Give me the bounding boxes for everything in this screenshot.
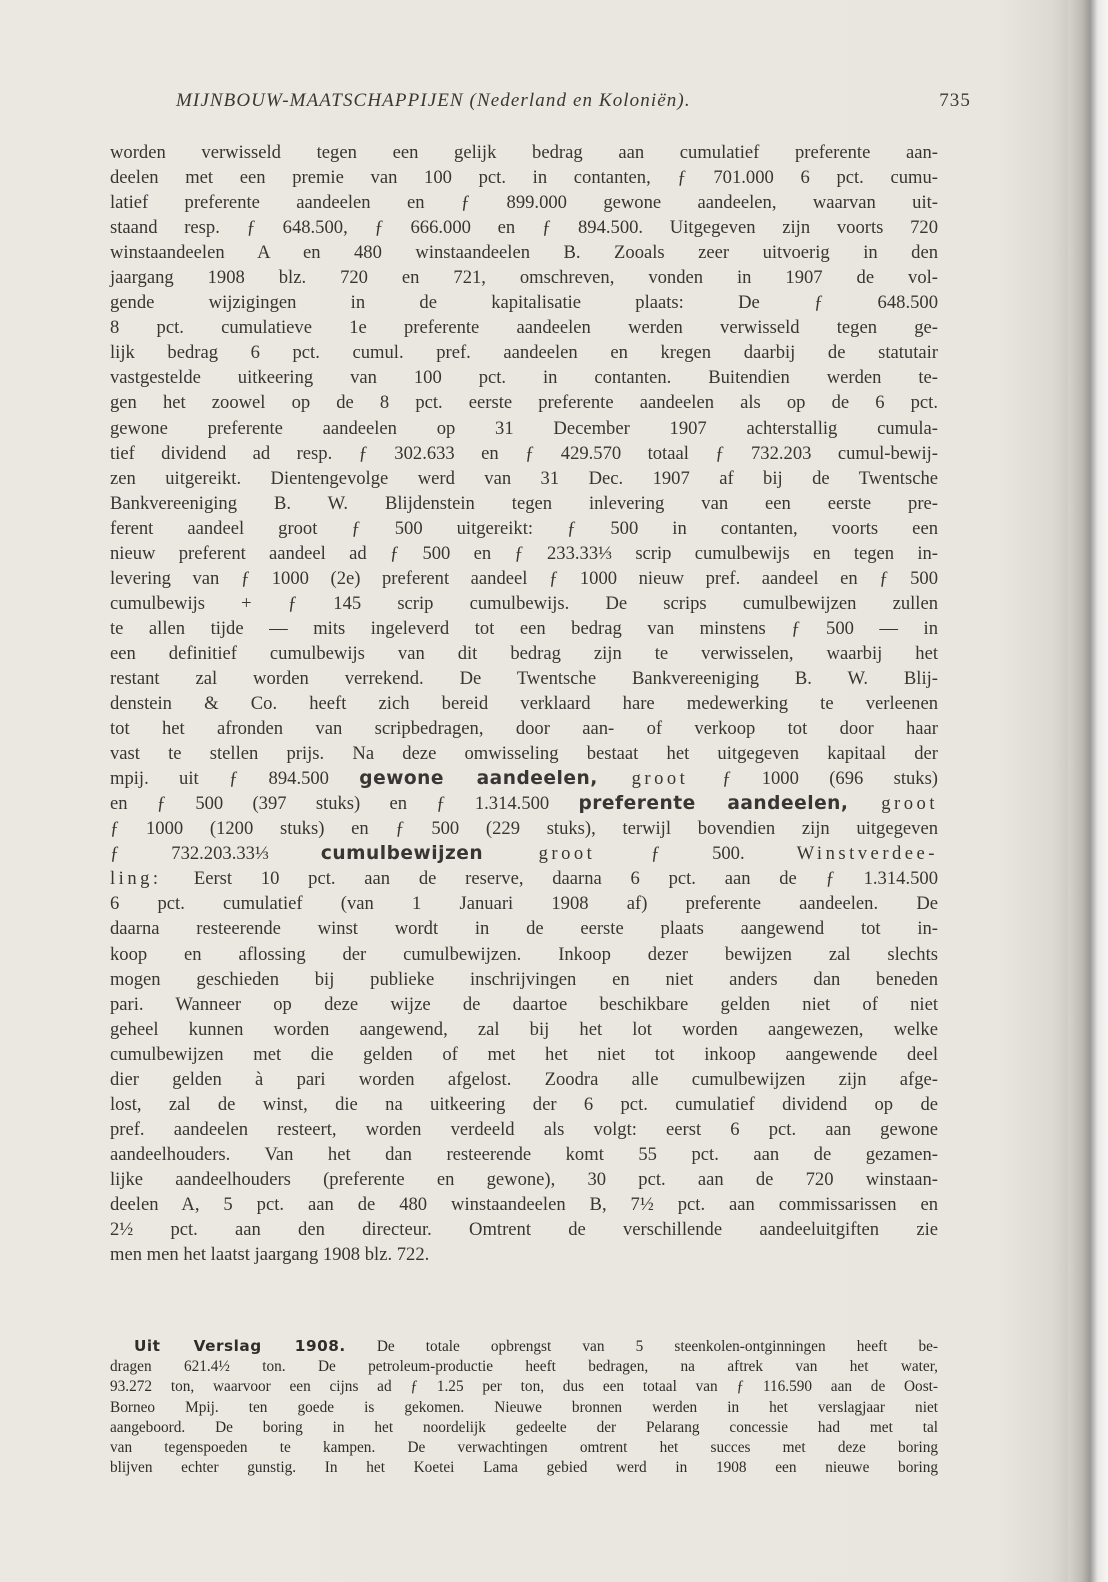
inline-text: De totale opbrengst van 5 steenkolen-ontginningen heeft be- — [345, 1338, 938, 1355]
text-line: lost, zal de winst, die na uitkeering der 6 pct. cumulatief dividend op de — [110, 1093, 938, 1115]
bold-term-gewone-aandeelen: gewone aandeelen, — [359, 768, 598, 790]
text-line: een definitief cumulbewijs van dit bedrag zijn te verwisselen, waarbij het — [110, 642, 938, 664]
footnote-line: 93.272 ton, waarvoor een cijns ad ƒ 1.25 per ton, dus een totaal van ƒ 116.590 aan de Oost- — [110, 1378, 938, 1396]
book-gutter-edge — [1068, 0, 1108, 1582]
text-line: 2½ pct. aan den directeur. Omtrent de verschillende aandeeluitgiften zie — [110, 1219, 938, 1241]
spaced-term-ling: ling: — [110, 868, 194, 890]
inline-text: ƒ 732.203.33⅓ — [110, 843, 321, 865]
text-line: denstein & Co. heeft zich bereid verklaard hare medewerking te verleenen — [110, 693, 938, 715]
text-line: aandeelhouders. Van het dan resteerende komt 55 pct. aan de gezamen- — [110, 1143, 938, 1165]
footnote-line: dragen 621.4½ ton. De petroleum-productie heeft bedragen, na aftrek van het water, — [110, 1358, 938, 1376]
text-line: gewone preferente aandeelen op 31 December 1907 achterstallig cumula- — [110, 417, 938, 439]
text-line: nieuw preferent aandeel ad ƒ 500 en ƒ 233.33⅓ scrip cumulbewijs en tegen in- — [110, 542, 938, 564]
text-line: geheel kunnen worden aangewend, zal bij het lot worden aangewezen, welke — [110, 1018, 938, 1040]
bold-term-cumulbewijzen: cumulbewijzen — [320, 843, 484, 865]
footnote-line: aangeboord. De boring in het noordelijk gedeelte der Pelarang concessie had met tal — [110, 1418, 938, 1436]
text-line: ferent aandeel groot ƒ 500 uitgereikt: ƒ 500 in contanten, voorts een — [110, 517, 938, 539]
text-line: tief dividend ad resp. ƒ 302.633 en ƒ 429.570 totaal ƒ 732.203 cumul-bewij- — [110, 442, 938, 464]
text-line: cumulbewijs + ƒ 145 scrip cumulbewijs. De scrips cumulbewijzen zullen — [110, 592, 938, 614]
text-line: mogen geschieden bij publieke inschrijvingen en niet anders dan beneden — [110, 968, 938, 990]
text-line-winstverdeeling — [110, 866, 938, 891]
text-line: pari. Wanneer op deze wijze de daartoe beschikbare gelden niet of niet — [110, 993, 938, 1015]
text-line: cumulbewijzen met die gelden of met het niet tot inkoop aangewende deel — [110, 1043, 938, 1065]
footnote-verslag — [110, 1336, 938, 1478]
text-line: deelen A, 5 pct. aan de 480 winstaandeelen B, 7½ pct. aan commissarissen en — [110, 1193, 938, 1215]
text-line: jaargang 1908 blz. 720 en 721, omschreven, vonden in 1907 de vol- — [110, 267, 938, 289]
inline-text: ƒ 1000 (696 stuks) — [722, 768, 939, 790]
footnote-heading: Uit Verslag 1908. — [134, 1337, 346, 1355]
text-line: restant zal worden verrekend. De Twentsche Bankvereeniging B. W. Blij- — [110, 667, 938, 689]
running-header — [176, 90, 971, 112]
inline-text: en ƒ 500 (397 stuks) en ƒ 1.314.500 — [110, 793, 579, 815]
text-line: winstaandeelen A en 480 winstaandeelen B. Zooals zeer uitvoerig in den — [110, 242, 938, 264]
body-paragraph — [110, 140, 938, 1267]
footnote-line: van tegenspoeden te kampen. De verwachtingen omtrent het succes met deze boring — [110, 1439, 938, 1457]
text-line: latief preferente aandeelen en ƒ 899.000 gewone aandeelen, waarvan uit- — [110, 192, 938, 214]
text-line-cumulbewijzen — [110, 841, 938, 866]
text-line: deelen met een premie van 100 pct. in contanten, ƒ 701.000 6 pct. cumu- — [110, 167, 938, 189]
text-line: te allen tijde — mits ingeleverd tot een bedrag van minstens ƒ 500 — in — [110, 617, 938, 639]
text-line: men men het laatst jaargang 1908 blz. 722. — [110, 1244, 430, 1266]
text-line: ƒ 1000 (1200 stuks) en ƒ 500 (229 stuks), terwijl bovendien zijn uitgegeven — [110, 818, 938, 840]
inline-text: ƒ 500. — [650, 843, 797, 865]
page-number: 735 — [939, 90, 971, 111]
text-line: koop en aflossing der cumulbewijzen. Inkoop dezer bewijzen zal slechts — [110, 943, 938, 965]
footnote-line — [110, 1336, 938, 1357]
text-line: tot het afronden van scripbedragen, door aan- of verkoop tot door haar — [110, 718, 938, 740]
text-line-preferente — [110, 791, 938, 816]
text-line: worden verwisseld tegen een gelijk bedrag aan cumulatief preferente aan- — [110, 142, 938, 163]
text-line: gende wijzigingen in de kapitalisatie plaats: De ƒ 648.500 — [110, 292, 938, 314]
text-line-gewone — [110, 766, 938, 791]
text-line: lijk bedrag 6 pct. cumul. pref. aandeelen en kregen daarbij de statutair — [110, 342, 938, 364]
footnote-line: blijven echter gunstig. In het Koetei Lama gebied werd in 1908 een nieuwe boring — [110, 1459, 938, 1477]
spaced-term-groot: groot — [848, 793, 938, 815]
text-line: vastgestelde uitkeering van 100 pct. in contanten. Buitendien werden te- — [110, 367, 938, 389]
text-line: vast te stellen prijs. Na deze omwisseling bestaat het uitgegeven kapitaal der — [110, 743, 938, 765]
text-line: Bankvereeniging B. W. Blijdenstein tegen inlevering van een eerste pre- — [110, 492, 938, 514]
text-line: staand resp. ƒ 648.500, ƒ 666.000 en ƒ 894.500. Uitgegeven zijn voorts 720 — [110, 217, 938, 239]
text-line: lijke aandeelhouders (preferente en gewone), 30 pct. aan de 720 winstaan- — [110, 1168, 938, 1190]
spaced-term-winstverdeeling: Winstverdee- — [796, 843, 938, 865]
bold-term-preferente-aandeelen: preferente aandeelen, — [578, 793, 849, 815]
text-line: dier gelden à pari worden afgelost. Zoodra alle cumulbewijzen zijn afge- — [110, 1068, 938, 1090]
inline-text: mpij. uit ƒ 894.500 — [110, 768, 360, 790]
text-line: 6 pct. cumulatief (van 1 Januari 1908 af) preferente aandeelen. De — [110, 893, 938, 915]
text-line: levering van ƒ 1000 (2e) preferent aandeel ƒ 1000 nieuw pref. aandeel en ƒ 500 — [110, 567, 938, 589]
footnote-line: Borneo Mpij. ten goede is gekomen. Nieuwe bronnen werden in het verslagjaar niet — [110, 1398, 938, 1416]
spaced-term-groot: groot — [483, 843, 651, 865]
text-line: pref. aandeelen resteert, worden verdeeld als volgt: eerst 6 pct. aan gewone — [110, 1118, 938, 1140]
text-line: zen uitgereikt. Dientengevolge werd van 31 Dec. 1907 af bij de Twentsche — [110, 467, 938, 489]
inline-text: Eerst 10 pct. aan de reserve, daarna 6 pct. aan de ƒ 1.314.500 — [193, 868, 938, 890]
text-line: gen het zoowel op de 8 pct. eerste preferente aandeelen als op de 6 pct. — [110, 392, 938, 414]
text-line: daarna resteerende winst wordt in de eerste plaats aangewend tot in- — [110, 918, 938, 940]
text-line: 8 pct. cumulatieve 1e preferente aandeelen werden verwisseld tegen ge- — [110, 317, 938, 339]
running-header-title: MIJNBOUW-MAATSCHAPPIJEN (Nederland en Koloniën). — [176, 90, 691, 111]
spaced-term-groot: groot — [597, 768, 723, 790]
